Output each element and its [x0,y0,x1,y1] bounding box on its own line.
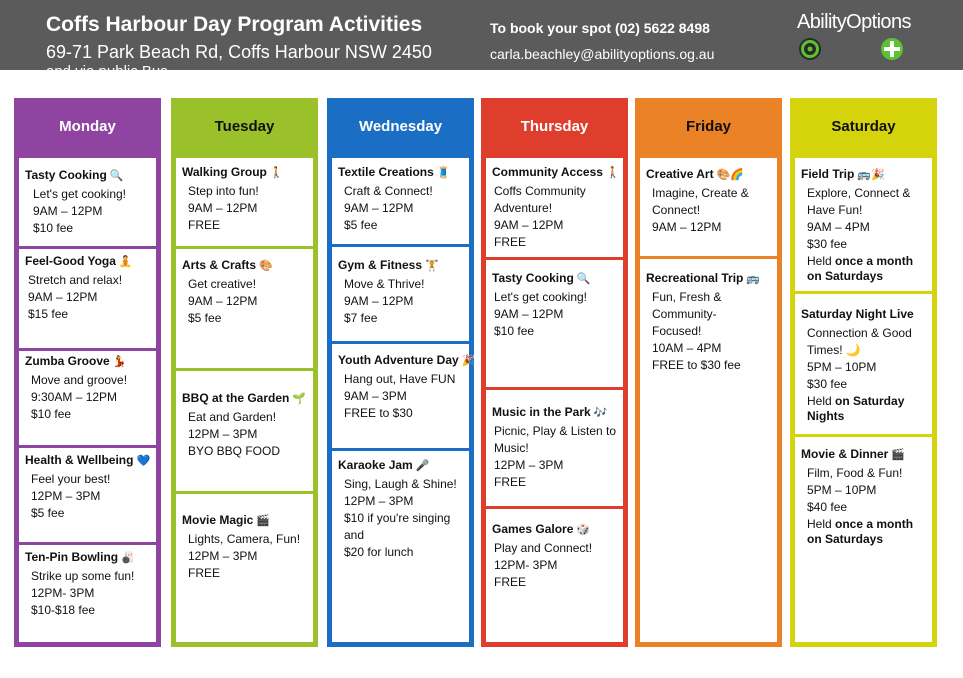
held-schedule [807,254,913,269]
thread-icon: 🧵 [436,167,451,179]
activity-name: Tasty Cooking [492,271,574,285]
activity-detail: Play and Connect! [494,541,593,555]
activity-detail: 5PM – 10PM [807,360,877,374]
activity-name: Youth Adventure Day [338,353,459,367]
activity-detail: $40 fee [807,500,848,514]
activity-detail: $10-$18 fee [31,603,96,617]
music-icon: 🎶 [593,407,608,419]
activity-separator [176,246,313,249]
activity-detail: 9AM – 12PM [344,294,414,308]
activity-detail: Connection & Good [807,326,912,340]
activity-detail: 10AM – 4PM [652,341,722,355]
day-header [635,98,782,158]
activity-title [338,165,451,179]
activity-detail: and [344,528,365,542]
contact-email[interactable]: carla.beachley@abilityoptions.og.au [490,46,715,62]
activity-detail: $20 for lunch [344,545,414,559]
seedling-icon: 🌱 [292,393,307,405]
held-prefix: Held [807,394,836,408]
activity-separator [486,257,623,260]
activity-name: Community Access [492,165,603,179]
activity-separator [19,542,156,545]
activity-detail: FREE [494,475,527,489]
activity-detail: FREE to $30 fee [652,358,741,372]
day-header [14,98,161,158]
activity-name: Music in the Park [492,405,591,419]
activity-detail: $10 fee [33,221,74,235]
day-title: Wednesday [358,118,443,135]
held-when [807,532,883,547]
held-when-text: on Saturdays [807,532,884,546]
held-when-text: on Saturdays [807,269,884,283]
activity-title [338,258,439,272]
activity-title [801,167,885,181]
activity-detail: 9AM – 12PM [652,220,722,234]
magnifier-icon: 🔍 [109,170,124,182]
activity-separator [176,368,313,371]
day-title: Tuesday [214,118,275,135]
clapper-icon: 🎬 [256,515,271,527]
activity-separator [486,506,623,509]
activity-detail: 12PM – 3PM [344,494,414,508]
activity-name: Zumba Groove [25,354,110,368]
logo-cross-icon [880,37,904,61]
bowling-icon: 🎳 [121,552,135,564]
day-header [327,98,474,158]
activity-title [25,453,150,467]
activity-detail: 12PM – 3PM [31,489,101,503]
activity-name: Recreational Trip [646,271,744,285]
activity-detail: Music! [494,441,529,455]
activity-detail: Picnic, Play & Listen to [494,424,617,438]
activity-detail: $30 fee [807,237,848,251]
activity-name: Gym & Fitness [338,258,423,272]
activity-detail: 5PM – 10PM [807,483,877,497]
day-column-wednesday [327,98,474,647]
activity-separator [795,434,932,437]
activity-title [25,354,126,368]
activity-detail: Hang out, Have FUN [344,372,456,386]
activity-name: BBQ at the Garden [182,391,290,405]
activity-name: Feel-Good Yoga [25,254,116,268]
activity-detail: FREE to $30 [344,406,413,420]
day-column-friday [635,98,782,647]
activity-name: Movie & Dinner [801,447,889,461]
day-header [790,98,937,158]
activity-detail: Step into fun! [188,184,259,198]
activity-detail: Move and groove! [31,373,128,387]
activity-detail: 9AM – 12PM [33,204,103,218]
activity-title [182,165,284,179]
day-header [171,98,318,158]
bus-party-icon: 🚌🎉 [857,169,885,181]
activity-separator [486,387,623,390]
activity-separator [332,448,469,451]
activity-detail: 9AM – 12PM [494,307,564,321]
activity-name: Karaoke Jam [338,458,413,472]
activity-separator [19,348,156,351]
held-when-text: Nights [807,409,845,423]
activity-name: Health & Wellbeing [25,453,134,467]
address: 69-71 Park Beach Rd, Coffs Harbour NSW 2450 [46,42,432,62]
activity-title [182,513,270,527]
logo-wordmark: AbilityOptions [797,11,911,33]
activity-name: Movie Magic [182,513,254,527]
activity-detail: $15 fee [28,307,69,321]
activity-detail: 12PM – 3PM [188,427,258,441]
activity-name: Arts & Crafts [182,258,257,272]
activity-detail: 9AM – 12PM [28,290,98,304]
activity-detail: 12PM- 3PM [31,586,95,600]
activity-title [492,405,607,419]
day-title: Thursday [520,118,589,135]
activity-detail: 9AM – 12PM [188,201,258,215]
activity-detail: Lights, Camera, Fun! [188,532,301,546]
activity-separator [19,246,156,249]
day-activities [486,158,623,642]
activity-title [182,258,273,272]
activity-title [492,522,590,536]
activity-detail: Let's get cooking! [494,290,588,304]
activity-detail: Focused! [652,324,702,338]
activity-detail: Feel your best! [31,472,111,486]
held-schedule [807,394,904,409]
activity-title [646,271,760,285]
activity-title [182,391,306,405]
heart-icon: 💙 [136,455,151,467]
activity-detail: Stretch and relax! [28,273,123,287]
activity-name: Ten-Pin Bowling [25,550,119,564]
day-activities [176,158,313,642]
activity-detail: 12PM- 3PM [494,558,558,572]
activity-detail: $5 fee [344,218,378,232]
microphone-icon: 🎤 [415,460,430,472]
held-when [807,409,844,424]
activity-detail: FREE [494,575,527,589]
activity-detail: 12PM – 3PM [494,458,564,472]
activity-detail: Move & Thrive! [344,277,425,291]
activity-name: Walking Group [182,165,267,179]
walking-icon: 🚶 [605,167,620,179]
page-title: Coffs Harbour Day Program Activities [46,13,423,36]
activity-title [25,550,135,564]
activity-detail: Craft & Connect! [344,184,433,198]
activity-detail: Connect! [652,203,701,217]
day-header [481,98,628,158]
activity-title [492,271,591,285]
held-schedule [807,517,913,532]
activity-detail: 9AM – 12PM [344,201,414,215]
held-prefix: Held [807,254,836,268]
magnifier-icon: 🔍 [576,273,591,285]
activity-detail: 9AM – 3PM [344,389,407,403]
activity-name: Games Galore [492,522,574,536]
activity-detail: $10 if you're singing [344,511,451,525]
activity-detail: $30 fee [807,377,848,391]
activity-title [646,167,744,181]
activity-separator [176,491,313,494]
activity-title [25,254,133,268]
activity-detail: Sing, Laugh & Shine! [344,477,457,491]
clapper-icon: 🎬 [891,449,906,461]
activity-detail: Eat and Garden! [188,410,277,424]
activity-detail: Imagine, Create & [652,186,749,200]
yoga-icon: 🧘 [118,256,133,268]
held-prefix: Held [807,517,836,531]
activity-detail: Community- [652,307,717,321]
day-column-thursday [481,98,628,647]
activity-detail: Get creative! [188,277,257,291]
day-column-saturday [790,98,937,647]
bus-icon: 🚌 [746,273,761,285]
day-activities [19,158,156,642]
activity-detail: $10 fee [494,324,535,338]
activity-detail: Have Fun! [807,203,863,217]
activity-detail: $7 fee [344,311,378,325]
activity-title [25,168,124,182]
day-activities [640,158,777,642]
activity-title [801,307,914,321]
activity-name: Saturday Night Live [801,307,914,321]
day-title: Saturday [831,118,896,135]
activity-separator [795,291,932,294]
day-title: Monday [59,118,116,135]
dancer-icon: 💃 [112,356,127,368]
activity-detail: Coffs Community [494,184,586,198]
activity-detail: Adventure! [494,201,553,215]
activity-name: Field Trip [801,167,855,181]
booking-phone: To book your spot (02) 5622 8498 [490,20,710,36]
activity-title [338,458,429,472]
day-activities [332,158,476,642]
activity-name: Textile Creations [338,165,434,179]
activity-detail: Film, Food & Fun! [807,466,903,480]
activity-separator [19,445,156,448]
day-title: Friday [685,118,731,135]
day-activities [795,158,932,642]
activity-detail: $10 fee [31,407,72,421]
activity-detail: FREE [188,566,221,580]
logo-target-icon [798,37,822,61]
held-frequency: once a month [835,254,914,268]
activity-detail: 9AM – 12PM [188,294,258,308]
held-frequency: once a month [835,517,914,531]
party-icon: 🎉 [461,355,476,367]
address-continued: and via public Bus [46,63,168,80]
activity-detail: 9AM – 4PM [807,220,870,234]
activity-detail: 9AM – 12PM [494,218,564,232]
activity-detail: 9:30AM – 12PM [31,390,118,404]
activity-detail: Let's get cooking! [33,187,127,201]
activity-detail: BYO BBQ FOOD [188,444,281,458]
activity-title [801,447,905,461]
activity-detail: Times! 🌙 [807,343,861,357]
day-column-monday [14,98,161,647]
activity-separator [332,244,469,247]
activity-separator [640,256,777,259]
activity-title [492,165,620,179]
activity-detail: $5 fee [188,311,222,325]
activity-detail: FREE [188,218,221,232]
held-when [807,269,883,284]
palette-icon: 🎨 [259,260,273,272]
activity-detail: 12PM – 3PM [188,549,258,563]
palette-rainbow-icon: 🎨🌈 [716,169,744,181]
held-frequency: on Saturday [835,394,905,408]
weightlifter-icon: 🏋 [425,260,439,272]
activity-detail: Strike up some fun! [31,569,135,583]
activity-detail: FREE [494,235,527,249]
activity-name: Creative Art [646,167,714,181]
activity-detail: $5 fee [31,506,65,520]
walking-icon: 🚶 [269,167,284,179]
day-column-tuesday [171,98,318,647]
activity-name: Tasty Cooking [25,168,107,182]
activity-detail: Explore, Connect & [807,186,911,200]
activity-separator [332,341,469,344]
dice-icon: 🎲 [576,524,591,536]
activity-title [338,353,475,367]
activity-detail: Fun, Fresh & [652,290,722,304]
page-header [0,0,963,80]
